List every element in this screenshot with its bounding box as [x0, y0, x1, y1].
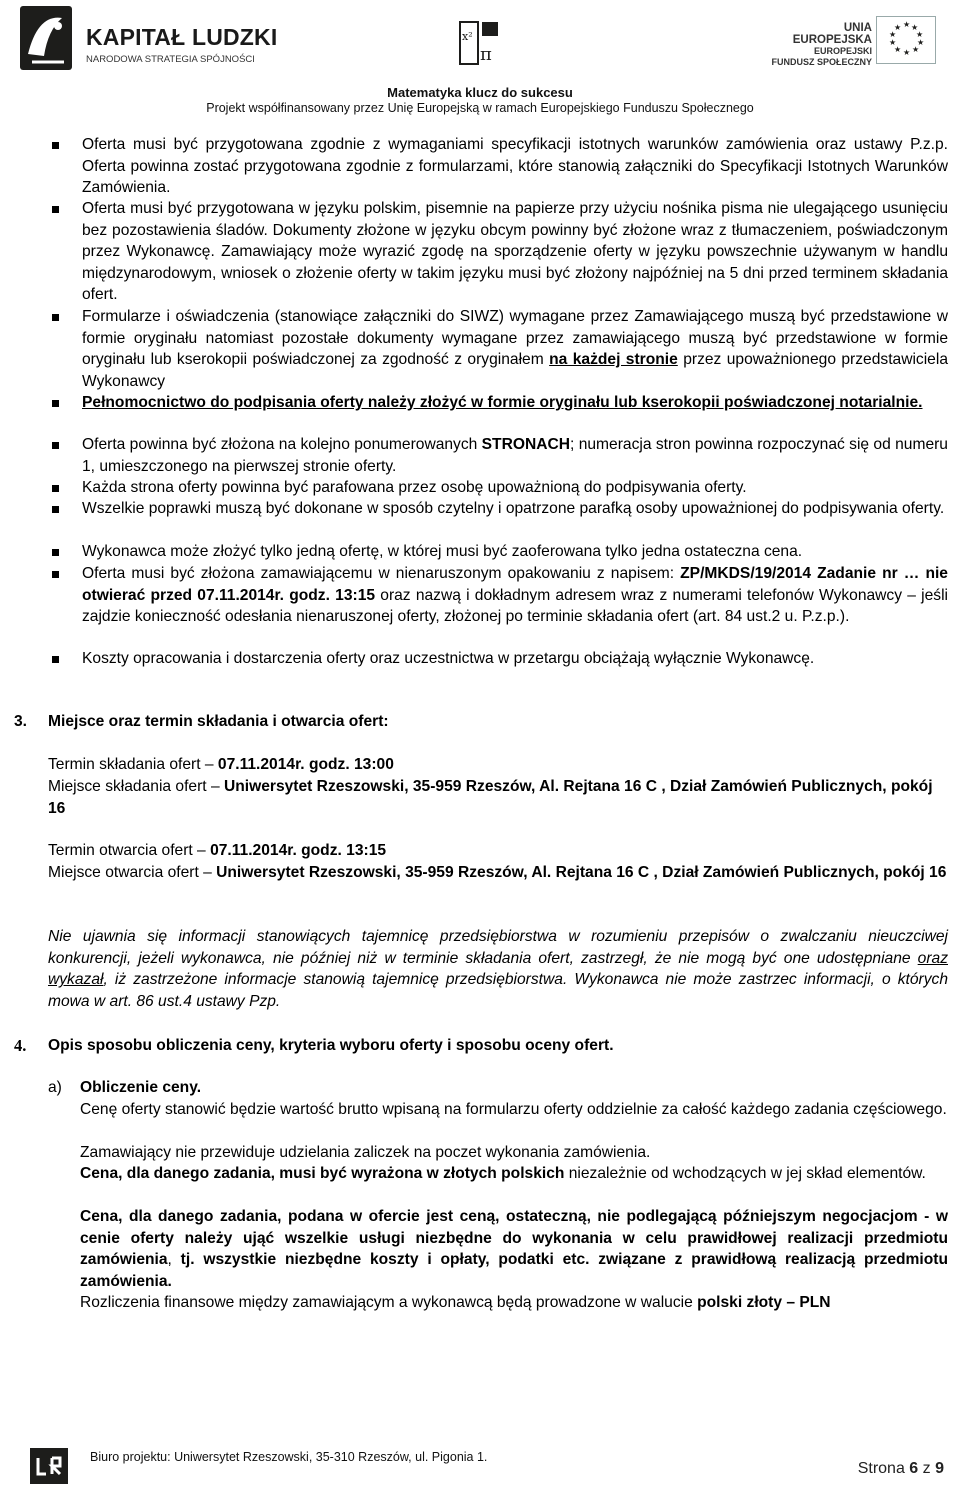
termin-otwarcia — [48, 840, 948, 862]
math-logo-icon — [452, 14, 506, 70]
list-item: Koszty opracowania i dostarczenia oferty oraz uczestnictwa w przetargu obciążają wyłącznie Wykonawcę. — [82, 650, 815, 667]
bullet-icon — [52, 400, 59, 407]
eu-logo — [770, 14, 940, 74]
svg-text:★: ★ — [889, 30, 897, 39]
bullet-icon — [52, 485, 59, 492]
value-text: Uniwersytet Rzeszowski — [216, 864, 397, 881]
emphasis-text: Pełnomocnictwo do podpisania oferty należy złożyć w formie oryginału lub kserokopii poświadczonej notarialnie. — [82, 394, 923, 411]
bullet-icon — [52, 656, 59, 663]
bullet-icon — [52, 142, 59, 149]
paragraph: Cenę oferty stanowić będzie wartość brutto wpisaną na formularzu oferty oddzielnie za całość każdego zadania częściowego. — [80, 1101, 947, 1118]
list-item-text: oraz nazwą i dokładnym adresem wraz z numerami telefonów Wykonawcy – jeśli zajdzie konieczność odesłania nienaruszonej oferty, złożonej po terminie składania ofert (art. 84 ust.2 u. P.z.p.). — [82, 586, 949, 626]
svg-text:★: ★ — [917, 38, 925, 47]
svg-text:★: ★ — [903, 20, 911, 29]
emphasis-text: STRONACH — [481, 436, 571, 453]
emphasis-text: Cena, dla danego zadania, musi być wyrażona w złotych polskich — [80, 1165, 565, 1182]
svg-text:★: ★ — [903, 48, 911, 57]
bullet-icon — [52, 571, 59, 578]
subsection-label: a) — [48, 1079, 62, 1096]
logo-title: KAPITAŁ LUDZKI — [86, 24, 278, 50]
bullet-icon — [52, 314, 59, 321]
miejsce-otwarcia — [48, 862, 948, 884]
confidentiality-note — [48, 926, 948, 1012]
page-current: 6 — [909, 1460, 919, 1477]
note-text: , iż zastrzeżone informacje stanowią tajemnicę przedsiębiorstwa. Wykonawca nie może zastrzec informacji, o których mowa w art. 86 ust.4 ustawy Pzp. — [48, 971, 948, 1010]
list-item: Każda strona oferty powinna być parafowana przez osobę upoważnioną do podpisywania oferty. — [82, 479, 747, 496]
label-text: Miejsce otwarcia ofert – — [48, 864, 217, 881]
paragraph-text: , — [167, 1251, 181, 1269]
section-heading: Opis sposobu obliczenia ceny, kryteria wyboru oferty i sposobu oceny ofert. — [48, 1037, 614, 1054]
kapital-ludzki-logo — [18, 4, 278, 76]
project-title: Matematyka klucz do sukcesu — [387, 85, 573, 100]
svg-text:π: π — [480, 44, 492, 65]
svg-text:★: ★ — [894, 23, 902, 32]
list-item-text: ; numeracja stron powinna rozpoczynać się od numeru 1, umieszczonego na pierwszej stronie oferty. — [82, 436, 948, 475]
value-text: 07.11.2014r. godz. 13:00 — [217, 756, 394, 773]
list-item-text: Formularze i oświadczenia (stanowiące załączniki do SIWZ) wymagane przez Zamawiającego muszą być przedstawione w formie oryginału natomiast pozostałe dokumenty wymagane przez zamawiającego muszą być przedstawione w formie oryginału lub kserokopii poświadczonej za zgodność z oryginałem — [82, 308, 948, 369]
page-header — [0, 0, 960, 122]
kapital-ludzki-emblem-icon — [18, 4, 78, 74]
eu-logo-line3: FUNDUSZ SPOŁECZNY — [771, 57, 872, 67]
miejsce-skladania — [48, 776, 948, 819]
university-logo-icon — [30, 1448, 68, 1484]
emphasis-text: tj. wszystkie niezbędne koszty i opłaty, podatki etc. związane z prawidłową realizacją przedmiotu zamówienia. — [80, 1251, 949, 1290]
emphasis-text: na każdej stronie — [549, 351, 678, 369]
svg-text:★: ★ — [916, 30, 924, 39]
list-item: Oferta musi być przygotowana w języku polskim, pisemnie na papierze przy użyciu nośnika pisma nie ulegającego usunięciu bez pozostawienia śladów. Dokumenty złożone w języku obcym powinny być złożone wraz z tłumaczeniem, poświadczonym przez Wykonawcę. Zamawiający może wyrazić zgodę na sporządzenie oferty w języku powszechnie używanym w handlu międzynarodowym, wniosek o złożenie oferty w takim języku musi być złożony najpóźniej na 5 dni przed terminem składania ofert. — [82, 200, 948, 304]
page-footer — [0, 1430, 960, 1492]
page-label: Strona — [857, 1460, 910, 1477]
page-number — [858, 1460, 944, 1478]
list-item — [82, 434, 948, 477]
eu-flag-icon — [876, 16, 936, 64]
paragraph — [80, 1292, 948, 1314]
emphasis-text: Cena, dla danego zadania, podana w ofercie jest ceną, ostateczną, nie podlegającą późniejszym negocjacjom - w cenie oferty należy ująć wszelkie usługi niezbędne do wykonania w celu prawidłowej realizacji przedmiotu zamówienia — [80, 1208, 948, 1269]
label-text: Termin składania ofert – — [48, 756, 218, 773]
bullet-icon — [52, 206, 59, 213]
list-item-text: Oferta musi być złożona zamawiającemu w nienaruszonym opakowaniu z napisem: — [82, 565, 681, 582]
page-separator: z — [918, 1460, 936, 1477]
value-text: 07.11.2014r. godz. 13:15 — [210, 842, 387, 859]
termin-skladania — [48, 754, 948, 776]
svg-text:x²: x² — [462, 30, 473, 43]
list-item: Wykonawca może złożyć tylko jedną ofertę, w której musi być zaoferowana tylko jedna ostateczna cena. — [82, 543, 803, 560]
note-underlined-text: oraz wykazał — [48, 949, 948, 989]
math-project-logo — [452, 14, 506, 70]
bullet-icon — [52, 506, 59, 513]
value-text: Uniwersytet Rzeszowski — [223, 778, 405, 795]
paragraph: Zamawiający nie przewiduje udzielania zaliczek na poczet wykonania zamówienia. — [80, 1144, 651, 1161]
value-text: , 35-959 Rzeszów, Al. Rejtana 16 C , Dział Zamówień Publicznych, pokój 16 — [48, 778, 933, 817]
list-item — [82, 392, 948, 414]
list-item-text: przez upoważnionego przedstawiciela Wykonawcy — [82, 351, 948, 390]
emphasis-text: ZP/MKDS/19/2014 Zadanie nr … nie otwierać przed 07.11.2014r. godz. 13:15 — [82, 565, 948, 604]
value-text: , 35-959 Rzeszów, Al. Rejtana 16 C , Dział Zamówień Publicznych, pokój 16 — [396, 864, 947, 881]
section-number: 3. — [14, 713, 28, 730]
project-subtitle: Projekt współfinansowany przez Unię Europejską w ramach Europejskiego Funduszu Społecznego — [206, 101, 754, 115]
list-item: Oferta musi być przygotowana zgodnie z wymaganiami specyfikacji istotnych warunków zamówienia oraz ustawy P.z.p. Oferta powinna zostać przygotowana zgodnie z formularzami, które stanowią załączniki do Specyfikacji Istotnych Warunków Zamówienia. — [82, 136, 948, 197]
svg-text:★: ★ — [894, 45, 902, 54]
list-item — [82, 306, 948, 392]
page-total: 9 — [935, 1460, 944, 1477]
emphasis-text: polski złoty – PLN — [697, 1294, 831, 1311]
footer-address: Biuro projektu: Uniwersytet Rzeszowski, 35-310 Rzeszów, ul. Pigonia 1. — [90, 1450, 488, 1464]
list-item-text: Oferta powinna być złożona na kolejno ponumerowanych — [82, 436, 482, 453]
label-text: Miejsce składania ofert – — [48, 778, 224, 795]
paragraph — [80, 1163, 948, 1185]
paragraph-text: niezależnie od wchodzących w jej skład elementów. — [564, 1165, 926, 1182]
label-text: Termin otwarcia ofert – — [48, 842, 211, 859]
paragraph-text: Rozliczenia finansowe między zamawiającym a wykonawcą będą prowadzone w walucie — [80, 1294, 698, 1311]
bullet-icon — [52, 442, 59, 449]
subsection-title: Obliczenie ceny. — [80, 1079, 202, 1096]
bullet-icon — [52, 549, 59, 556]
section-number: 4. — [14, 1036, 27, 1055]
svg-text:★: ★ — [889, 38, 897, 47]
list-item: Wszelkie poprawki muszą być dokonane w sposób czytelny i opatrzone parafką osoby upoważnionej do podpisywania oferty. — [82, 500, 945, 517]
list-item — [82, 563, 948, 628]
paragraph — [80, 1206, 948, 1292]
svg-text:★: ★ — [911, 23, 919, 32]
eu-logo-line1: UNIA EUROPEJSKA — [792, 22, 872, 46]
section-heading: Miejsce oraz termin składania i otwarcia ofert: — [48, 713, 389, 730]
logo-subtitle: NARODOWA STRATEGIA SPÓJNOŚCI — [86, 54, 255, 65]
svg-text:★: ★ — [912, 45, 920, 54]
eu-logo-line2: EUROPEJSKI — [813, 46, 872, 56]
note-text: Nie ujawnia się informacji stanowiących tajemnicę przedsiębiorstwa w rozumieniu przepisów o zwalczaniu nieuczciwej konkurencji, jeżeli wykonawca, nie później niż w terminie składania ofert, zastrzegł, że nie mogą być one udostępniane — [48, 928, 948, 967]
